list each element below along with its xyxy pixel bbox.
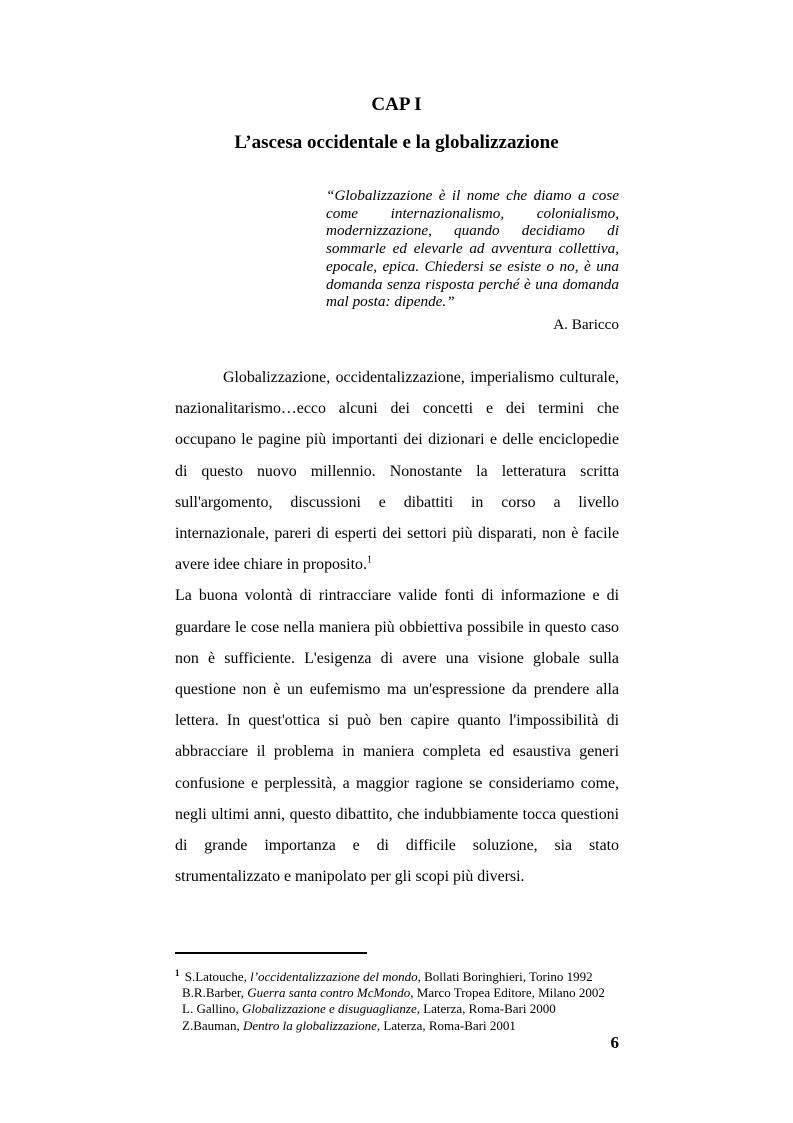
footnote-publisher: , Marco Tropea Editore, Milano 2002 [410,985,605,1001]
footnote-marker: 1 [175,967,180,978]
page-number: 6 [610,1033,619,1052]
footnote-publisher: , Bollati Boringhieri, Torino 1992 [417,969,593,984]
footnote-line [175,969,635,985]
footnote-line [175,1001,635,1017]
chapter-heading: CAP I [371,94,422,115]
chapter-title: L’ascesa occidentale e la globalizzazione [234,132,559,153]
footnote-work: Globalizzazione e disuguaglianze [241,1001,417,1017]
footnote-work: Dentro la globalizzazione [243,1017,377,1033]
epigraph-quote: “Globalizzazione è il nome che diamo a cose come internazionalismo, colonialismo, modernizzazione, quando decidiamo di sommarle ed elevarle ad avventura collettiva, epocale, epica. Chiedersi se esiste o no, è una domanda senza risposta perché è una domanda mal posta: dipende.” [326,187,619,311]
footnote-reference: 1 [366,554,372,566]
footnote-author: Z.Bauman, [182,1017,244,1033]
body-text [175,362,619,892]
footnote-author: B.R.Barber, [182,985,248,1001]
footnote-divider [175,952,367,954]
footnote-publisher: , Laterza, Roma-Bari 2001 [376,1017,516,1033]
footnote-work: Guerra santa contro McMondo [247,985,411,1001]
footnote-line [175,1018,635,1034]
paragraph-1-text: Globalizzazione, occidentalizzazione, imperialismo culturale, nazionalitarismo…ecco alcuni dei concetti e dei termini che occupano le pagine più importanti dei dizionari e delle enciclopedie di questo nuovo millennio. Nonostante la letteratura scritta sull'argomento, discussioni e dibattiti in corso a livello internazionale, pareri di esperti dei settori più disparati, non è facile avere idee chiare in proposito. [175,369,619,574]
epigraph-author: A. Baricco [553,316,619,333]
footnote-work: l’occidentalizzazione del mondo [250,969,418,984]
footnote-line [175,985,635,1001]
paragraph-1 [175,362,619,580]
footnote-author: S.Latouche, [184,969,251,984]
footnote-author: L. Gallino, [182,1001,242,1017]
footnote-publisher: , Laterza, Roma-Bari 2000 [416,1001,556,1017]
paragraph-2: La buona volontà di rintracciare valide fonti di informazione e di guardare le cose nella maniera più obbiettiva possibile in questo caso non è sufficiente. L'esigenza di avere una visione globale sulla questione non è un eufemismo ma un'espressione da prendere alla lettera. In quest'ottica si può ben capire quanto l'impossibilità di abbracciare il problema in maniera completa ed esaustiva generi confusione e perplessità, a maggior ragione se consideriamo come, negli ultimi anni, questo dibattito, che indubbiamente tocca questioni di grande importanza e di difficile soluzione, sia stato strumentalizzato e manipolato per gli scopi più diversi. [175,587,619,886]
footnotes [175,969,635,1034]
